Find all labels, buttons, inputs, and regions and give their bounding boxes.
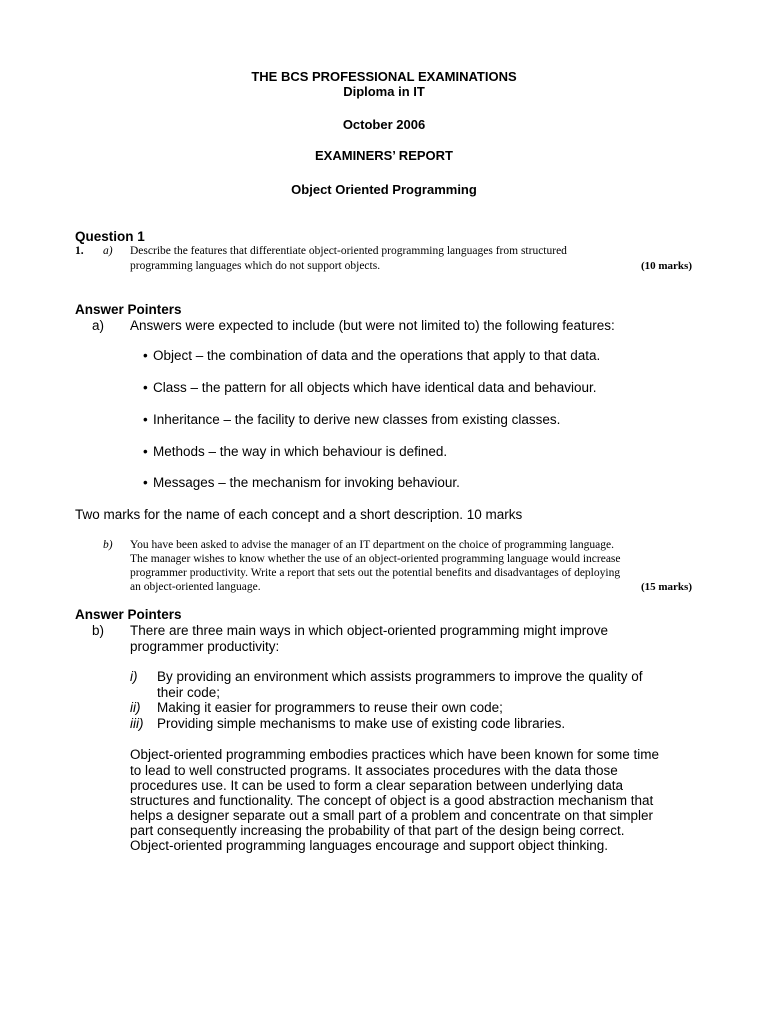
paragraph-line: procedures use. It can be used to form a clear separation between underlying data — [130, 778, 624, 793]
diploma-title: Diploma in IT — [343, 84, 425, 99]
part-a-marks: (10 marks) — [640, 260, 692, 272]
report-title: EXAMINERS’ REPORT — [315, 148, 453, 163]
list-item-text: Making it easier for programmers to reuse their own code; — [157, 700, 503, 715]
bullet-text: Inheritance – the facility to derive new classes from existing classes. — [153, 412, 561, 427]
exam-date: October 2006 — [342, 117, 426, 132]
feature-bullet — [143, 380, 597, 395]
part-b-label: b) — [103, 539, 113, 551]
part-a-question-line: Describe the features that differentiate object-oriented programming languages from structured — [130, 245, 567, 257]
part-b-question-line: an object-oriented language. — [130, 581, 261, 593]
answer-b-intro-line: programmer productivity: — [130, 639, 280, 654]
paragraph-line: to lead to well constructed programs. It associates procedures with the data those — [130, 763, 618, 778]
paragraph-line: part consequently increasing the probability of that part of the design being correct. — [130, 823, 625, 838]
bullet-text: Object – the combination of data and the operations that apply to that data. — [153, 348, 601, 363]
bullet-icon: • — [143, 380, 148, 395]
bullet-icon: • — [143, 475, 148, 490]
part-b-question-line: You have been asked to advise the manager of an IT department on the choice of programming language. — [130, 539, 615, 551]
list-item-text: Providing simple mechanisms to make use of existing code libraries. — [157, 716, 566, 731]
bullet-text: Messages – the mechanism for invoking behaviour. — [153, 475, 460, 490]
answer-a-intro: Answers were expected to include (but were not limited to) the following features: — [130, 318, 615, 333]
list-item-number: i) — [130, 669, 138, 684]
question-heading: Question 1 — [75, 229, 145, 244]
paragraph-line: structures and functionality. The concept of object is a good abstraction mechanism that — [130, 793, 654, 808]
subject-title: Object Oriented Programming — [291, 182, 477, 197]
question-number: 1. — [75, 245, 84, 257]
bullet-icon: • — [143, 348, 148, 363]
feature-bullet — [143, 475, 460, 490]
paragraph-line: helps a designer separate out a small part of a problem and concentrate on that simpler — [130, 808, 654, 823]
part-b-question-line: The manager wishes to know whether the use of an object-oriented programming language would increase — [130, 553, 621, 565]
marking-note: Two marks for the name of each concept and a short description. 10 marks — [75, 507, 523, 522]
part-b-marks: (15 marks) — [640, 581, 692, 593]
list-item-text: By providing an environment which assists programmers to improve the quality of — [157, 669, 643, 684]
bullet-text: Methods – the way in which behaviour is defined. — [153, 444, 448, 459]
bullet-icon: • — [143, 412, 148, 427]
feature-bullet — [143, 412, 560, 427]
paragraph-line: Object-oriented programming embodies practices which have been known for some time — [130, 747, 660, 762]
paragraph-line: Object-oriented programming languages encourage and support object thinking. — [130, 838, 609, 853]
answer-a-heading: Answer Pointers — [75, 302, 182, 317]
answer-b-heading: Answer Pointers — [75, 607, 182, 622]
part-b-question-line: programmer productivity. Write a report that sets out the potential benefits and disadvantages of deploying — [130, 567, 621, 579]
exam-title: THE BCS PROFESSIONAL EXAMINATIONS — [251, 69, 517, 84]
list-item-text: their code; — [157, 685, 221, 700]
bullet-icon: • — [143, 444, 148, 459]
list-item-number: iii) — [130, 716, 144, 731]
part-a-label: a) — [103, 245, 113, 257]
part-a-question-line: programming languages which do not support objects. — [130, 260, 381, 272]
feature-bullet — [143, 348, 600, 363]
feature-bullet — [143, 444, 447, 459]
list-item-number: ii) — [130, 700, 141, 715]
answer-b-intro-line: There are three main ways in which object-oriented programming might improve — [130, 623, 608, 638]
answer-b-label: b) — [92, 623, 105, 638]
answer-a-label: a) — [92, 318, 105, 333]
bullet-text: Class – the pattern for all objects which have identical data and behaviour. — [153, 380, 597, 395]
